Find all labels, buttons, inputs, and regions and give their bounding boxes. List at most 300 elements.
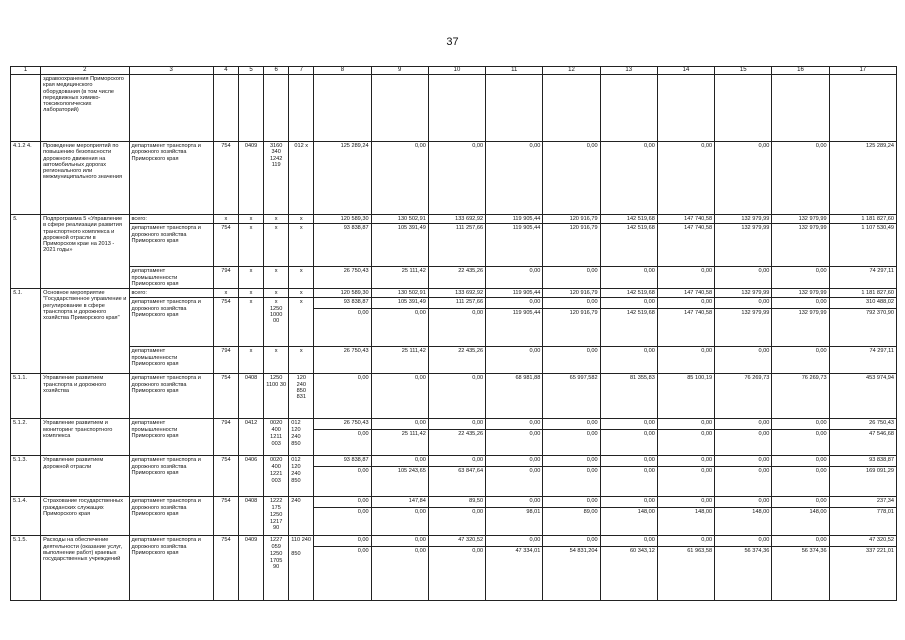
value-top: 26 750,43: [343, 420, 369, 427]
value-cell: [371, 536, 428, 601]
value-top: 0,00: [701, 420, 713, 427]
value-top: 0,00: [815, 457, 827, 464]
executor: департамент транспорта и дорожного хозяйства Приморского края: [129, 142, 213, 215]
executor-row: [11, 267, 897, 289]
value-cell: 130 502,91: [371, 215, 428, 224]
code-cell: 754: [213, 497, 238, 536]
value-cell: 81 355,83: [600, 374, 657, 419]
code-bottom: 240 850: [291, 471, 301, 484]
column-header: 15: [715, 67, 772, 75]
value-cell: [314, 456, 371, 497]
value-bottom: 0,00: [486, 466, 542, 474]
value-cell: [829, 456, 896, 497]
value-cell: 0,00: [428, 142, 485, 215]
value-cell: [486, 419, 543, 456]
value-cell: 1 107 530,49: [829, 224, 896, 267]
value-top: 0,00: [472, 420, 484, 427]
row-number: 5.1.: [11, 289, 41, 374]
measure-name: здравоохранения Приморского края медицинского оборудования (в том числе передвижных химико-токсикологических лабораторий): [41, 75, 129, 142]
value-cell: 132 979,99: [772, 289, 829, 298]
value-bottom: 56 374,36: [772, 546, 828, 554]
table-cell: [213, 75, 238, 142]
value-cell: 0,00: [314, 374, 371, 419]
value-cell: [772, 298, 829, 347]
value-bottom: 0,00: [372, 546, 428, 554]
code-cell: 0408: [239, 374, 264, 419]
value-cell: 132 979,99: [715, 215, 772, 224]
code-bottom: 1250 1705 90: [269, 551, 283, 571]
value-top: 0,00: [643, 299, 655, 306]
value-cell: [715, 419, 772, 456]
value-cell: 26 750,43: [314, 267, 371, 289]
value-cell: [829, 419, 896, 456]
value-bottom: 132 979,99: [715, 308, 771, 316]
table-row: [11, 374, 897, 419]
value-cell: 0,00: [600, 347, 657, 374]
code-cell: 0409: [239, 536, 264, 601]
code-cell: 754: [213, 374, 238, 419]
value-cell: 120 916,79: [543, 215, 600, 224]
table-row: [11, 419, 897, 456]
value-cell: 0,00: [657, 347, 714, 374]
code-cell: x: [239, 267, 264, 289]
value-cell: 25 111,42: [371, 347, 428, 374]
value-cell: [772, 536, 829, 601]
code-cell: x: [264, 267, 289, 289]
column-header: 11: [486, 67, 543, 75]
value-cell: [428, 456, 485, 497]
value-cell: 119 905,44: [486, 289, 543, 298]
value-top: 0,00: [758, 537, 770, 544]
value-top: 0,00: [701, 498, 713, 505]
value-bottom: 25 111,42: [372, 429, 428, 437]
executor-row: [11, 298, 897, 347]
code-cell: x: [289, 347, 314, 374]
value-cell: 120 916,79: [543, 289, 600, 298]
value-bottom: 119 905,44: [486, 308, 542, 316]
value-cell: 0,00: [543, 142, 600, 215]
code-cell: x: [239, 224, 264, 267]
value-top: 237,34: [876, 498, 894, 505]
value-bottom: 0,00: [543, 429, 599, 437]
table-row: [11, 456, 897, 497]
row-number: 5.1.2.: [11, 419, 41, 456]
value-top: 26 750,43: [869, 420, 894, 427]
table-cell: [715, 75, 772, 142]
value-cell: 132 979,99: [772, 215, 829, 224]
value-top: 0,00: [815, 420, 827, 427]
code-cell: 794: [213, 267, 238, 289]
value-cell: [600, 536, 657, 601]
value-cell: 132 979,99: [715, 224, 772, 267]
value-cell: 22 435,26: [428, 267, 485, 289]
code-cell: x: [289, 224, 314, 267]
value-cell: 25 111,42: [371, 267, 428, 289]
column-header: 1: [11, 67, 41, 75]
value-top: 0,00: [643, 498, 655, 505]
value-bottom: 0,00: [314, 429, 370, 437]
value-bottom: 120 916,79: [543, 308, 599, 316]
column-header: 4: [213, 67, 238, 75]
value-top: 0,00: [643, 457, 655, 464]
value-cell: 93 838,87: [314, 224, 371, 267]
executor: департамент промышленности Приморского края: [129, 347, 213, 374]
value-top: 147,84: [408, 498, 426, 505]
value-cell: [600, 456, 657, 497]
value-bottom: 0,00: [314, 308, 370, 316]
value-cell: 147 740,58: [657, 289, 714, 298]
value-bottom: 0,00: [601, 429, 657, 437]
measure-name: Расходы на обеспечение деятельности (оказание услуг, выполнение работ) краевых государственных учреждений: [41, 536, 129, 601]
code-cell: x: [289, 298, 314, 347]
value-bottom: 0,00: [429, 308, 485, 316]
row-number: 5.1.4.: [11, 497, 41, 536]
value-cell: [829, 536, 896, 601]
measure-name: Управление развитием транспорта и дорожного хозяйства: [41, 374, 129, 419]
value-cell: 0,00: [486, 347, 543, 374]
value-cell: [371, 497, 428, 536]
value-top: 47 320,52: [458, 537, 484, 544]
value-top: 0,00: [815, 498, 827, 505]
table-cell: [600, 75, 657, 142]
code-top: 240: [291, 498, 301, 505]
value-top: 0,00: [529, 457, 541, 464]
value-top: 0,00: [758, 420, 770, 427]
value-cell: [715, 536, 772, 601]
value-cell: 453 974,94: [829, 374, 896, 419]
value-top: 93 838,87: [343, 457, 369, 464]
value-cell: [715, 497, 772, 536]
value-cell: [772, 419, 829, 456]
code-cell: [264, 536, 289, 601]
value-bottom: 778,01: [830, 507, 896, 515]
executor: департамент промышленности Приморского края: [129, 267, 213, 289]
value-cell: 147 740,58: [657, 224, 714, 267]
value-bottom: 0,00: [486, 429, 542, 437]
value-cell: [371, 456, 428, 497]
code-cell: 0408: [239, 497, 264, 536]
table-row: [11, 497, 897, 536]
measure-name: Страхование государственных гражданских служащих Приморского края: [41, 497, 129, 536]
value-cell: 0,00: [600, 142, 657, 215]
code-bottom: 850: [291, 551, 301, 558]
table-cell: [129, 75, 213, 142]
value-cell: 76 269,73: [772, 374, 829, 419]
measure-name: Управление развитием дорожной отрасли: [41, 456, 129, 497]
value-bottom: 54 831,204: [543, 546, 599, 554]
code-cell: 0412: [239, 419, 264, 456]
value-top: 0,00: [414, 537, 426, 544]
value-bottom: 0,00: [314, 546, 370, 554]
value-cell: 133 692,92: [428, 215, 485, 224]
value-bottom: 105 243,65: [372, 466, 428, 474]
table-row: [11, 536, 897, 601]
value-top: 105 391,49: [397, 299, 426, 306]
code-cell: 754: [213, 298, 238, 347]
value-top: 0,00: [643, 420, 655, 427]
value-bottom: 148,00: [772, 507, 828, 515]
value-top: 47 320,52: [869, 537, 894, 544]
value-cell: 111 257,66: [428, 224, 485, 267]
value-top: 0,00: [357, 498, 369, 505]
code-cell: [289, 456, 314, 497]
row-number: 5.: [11, 215, 41, 289]
code-cell: [264, 419, 289, 456]
value-cell: [543, 536, 600, 601]
value-bottom: 0,00: [314, 507, 370, 515]
value-cell: 132 979,99: [772, 224, 829, 267]
code-cell: [289, 419, 314, 456]
table-cell: [657, 75, 714, 142]
code-cell: x: [289, 215, 314, 224]
value-cell: 0,00: [371, 142, 428, 215]
measure-name: Подпрограмма 5 «Управление в сфере реализации развития транспортного комплекса и дорожной отрасли в Приморском крае на 2013 - 2021 годы»: [41, 215, 129, 289]
table-cell: [289, 75, 314, 142]
value-cell: [543, 419, 600, 456]
value-cell: [543, 456, 600, 497]
value-bottom: 142 519,68: [601, 308, 657, 316]
value-cell: [772, 497, 829, 536]
code-cell: x: [289, 267, 314, 289]
value-cell: 1 181 827,60: [829, 215, 896, 224]
value-cell: 0,00: [428, 374, 485, 419]
value-cell: 0,00: [772, 347, 829, 374]
value-top: 0,00: [472, 457, 484, 464]
value-cell: [657, 497, 714, 536]
value-bottom: 0,00: [715, 429, 771, 437]
code-bottom: 1221 003: [269, 471, 283, 484]
value-top: 0,00: [414, 457, 426, 464]
value-bottom: 792 370,90: [830, 308, 896, 316]
code-top: 0020 400: [269, 420, 283, 433]
value-cell: [314, 536, 371, 601]
value-bottom: 0,00: [715, 466, 771, 474]
value-cell: 0,00: [772, 267, 829, 289]
value-top: 0,00: [586, 299, 598, 306]
value-cell: 120 589,30: [314, 289, 371, 298]
total-row: [11, 289, 897, 298]
code-bottom: 1250 1217 90: [269, 512, 283, 532]
value-cell: [428, 497, 485, 536]
value-bottom: 47 546,68: [830, 429, 896, 437]
column-header: 9: [371, 67, 428, 75]
value-cell: 0,00: [371, 374, 428, 419]
value-bottom: 89,00: [543, 507, 599, 515]
column-header: 5: [239, 67, 264, 75]
value-cell: [600, 419, 657, 456]
column-header: 7: [289, 67, 314, 75]
code-cell: [264, 456, 289, 497]
code-top: x: [274, 299, 278, 306]
value-cell: [600, 497, 657, 536]
value-cell: [428, 536, 485, 601]
value-cell: [428, 419, 485, 456]
value-cell: 0,00: [486, 267, 543, 289]
value-cell: 119 905,44: [486, 215, 543, 224]
code-bottom: 240 850: [291, 434, 301, 447]
code-cell: [264, 497, 289, 536]
value-cell: 74 297,11: [829, 347, 896, 374]
code-cell: 0406: [239, 456, 264, 497]
code-cell: 794: [213, 347, 238, 374]
value-cell: [715, 298, 772, 347]
value-cell: 0,00: [657, 142, 714, 215]
value-top: 93 838,87: [869, 457, 894, 464]
value-top: 0,00: [701, 457, 713, 464]
executor-row: [11, 347, 897, 374]
header-row: [11, 67, 897, 75]
column-header: 2: [41, 67, 129, 75]
value-top: 0,00: [643, 537, 655, 544]
value-cell: 68 981,88: [486, 374, 543, 419]
value-bottom: 0,00: [601, 466, 657, 474]
value-cell: [772, 456, 829, 497]
executor: департамент транспорта и дорожного хозяйства Приморского края: [129, 536, 213, 601]
column-header: 3: [129, 67, 213, 75]
value-cell: [371, 298, 428, 347]
value-bottom: 47 334,01: [486, 546, 542, 554]
value-cell: 26 750,43: [314, 347, 371, 374]
value-top: 0,00: [529, 498, 541, 505]
table-cell: [829, 75, 896, 142]
table-cell: [543, 75, 600, 142]
total-row: [11, 215, 897, 224]
table-cell: [314, 75, 371, 142]
value-top: 93 838,87: [343, 299, 369, 306]
value-top: 310 488,02: [866, 299, 894, 306]
table-cell: [264, 75, 289, 142]
code-cell: 754: [213, 142, 238, 215]
value-cell: 22 435,26: [428, 347, 485, 374]
code-cell: [264, 298, 289, 347]
value-cell: 0,00: [543, 267, 600, 289]
code-cell: 794: [213, 419, 238, 456]
value-bottom: 63 847,64: [429, 466, 485, 474]
code-bottom: 1250 1000 00: [269, 305, 283, 325]
total-label: всего:: [129, 215, 213, 224]
value-top: 0,00: [357, 537, 369, 544]
value-cell: 0,00: [715, 347, 772, 374]
column-header: 8: [314, 67, 371, 75]
value-bottom: 337 221,01: [830, 546, 896, 554]
code-cell: x: [264, 289, 289, 298]
value-bottom: 0,00: [314, 466, 370, 474]
value-cell: [715, 456, 772, 497]
value-top: 0,00: [586, 457, 598, 464]
table-cell: [11, 75, 41, 142]
value-cell: 147 740,58: [657, 215, 714, 224]
code-cell: 1250 1100 30: [264, 374, 289, 419]
value-cell: 0,00: [486, 142, 543, 215]
code-cell: x: [264, 347, 289, 374]
value-cell: 142 519,68: [600, 289, 657, 298]
executor: департамент промышленности Приморского края: [129, 419, 213, 456]
value-cell: [829, 298, 896, 347]
code-cell: 754: [213, 536, 238, 601]
value-bottom: 98,01: [486, 507, 542, 515]
value-cell: 76 269,73: [715, 374, 772, 419]
value-cell: 0,00: [772, 142, 829, 215]
value-cell: [314, 298, 371, 347]
row-number: 4.1.2 4.: [11, 142, 41, 215]
value-bottom: 148,00: [658, 507, 714, 515]
value-bottom: 148,00: [715, 507, 771, 515]
code-cell: 3160 340 1242 119: [264, 142, 289, 215]
value-top: 111 257,66: [455, 299, 484, 306]
code-cell: x: [264, 215, 289, 224]
value-cell: [829, 497, 896, 536]
code-cell: [289, 497, 314, 536]
value-top: 0,00: [414, 420, 426, 427]
value-cell: 0,00: [657, 267, 714, 289]
code-cell: 120 240 850 831: [289, 374, 314, 419]
value-cell: [371, 419, 428, 456]
table-cell: [428, 75, 485, 142]
value-cell: 130 502,91: [371, 289, 428, 298]
value-bottom: 132 979,99: [772, 308, 828, 316]
code-cell: x: [289, 289, 314, 298]
value-cell: [314, 419, 371, 456]
code-top: 012 120: [291, 420, 301, 433]
value-bottom: 0,00: [372, 308, 428, 316]
value-top: 0,00: [529, 299, 541, 306]
value-cell: [543, 497, 600, 536]
measure-name: Проведение мероприятий по повышению безопасности дорожного движения на автомобильных дорогах регионального или межмуниципального значения: [41, 142, 129, 215]
table-cell: [239, 75, 264, 142]
value-top: 0,00: [586, 498, 598, 505]
code-bottom: 1211 003: [270, 434, 283, 447]
table-row: [11, 75, 897, 142]
value-bottom: 61 963,58: [658, 546, 714, 554]
value-cell: 120 589,30: [314, 215, 371, 224]
value-cell: [657, 298, 714, 347]
code-cell: x: [213, 289, 238, 298]
value-cell: 0,00: [600, 267, 657, 289]
value-cell: [657, 536, 714, 601]
measure-name: Основное мероприятие "Государственное управление и регулирование в сфере транспорта и дорожного хозяйства Приморского края": [41, 289, 129, 374]
value-bottom: 0,00: [658, 466, 714, 474]
value-cell: 125 289,24: [829, 142, 896, 215]
measure-name: Управление развитием и мониторинг транспортного комплекса: [41, 419, 129, 456]
page-number: 37: [446, 36, 459, 48]
table-cell: [371, 75, 428, 142]
code-cell: x: [239, 215, 264, 224]
code-top: 1222 175: [269, 498, 283, 511]
column-header: 6: [264, 67, 289, 75]
value-cell: 85 100,19: [657, 374, 714, 419]
value-top: 0,00: [586, 537, 598, 544]
table-row: [11, 142, 897, 215]
code-cell: x: [239, 298, 264, 347]
code-cell: x: [239, 347, 264, 374]
value-bottom: 0,00: [772, 466, 828, 474]
value-bottom: 0,00: [429, 546, 485, 554]
value-cell: [657, 456, 714, 497]
value-cell: 0,00: [715, 142, 772, 215]
executor-row: [11, 224, 897, 267]
code-cell: 0409: [239, 142, 264, 215]
value-cell: 0,00: [543, 347, 600, 374]
value-top: 89,50: [469, 498, 484, 505]
value-cell: [486, 298, 543, 347]
value-bottom: 60 343,12: [601, 546, 657, 554]
executor: департамент транспорта и дорожного хозяйства Приморского края: [129, 374, 213, 419]
code-top: 1227 059: [269, 537, 283, 550]
value-cell: 105 391,49: [371, 224, 428, 267]
value-top: 0,00: [815, 299, 827, 306]
code-cell: 754: [213, 224, 238, 267]
column-header: 16: [772, 67, 829, 75]
